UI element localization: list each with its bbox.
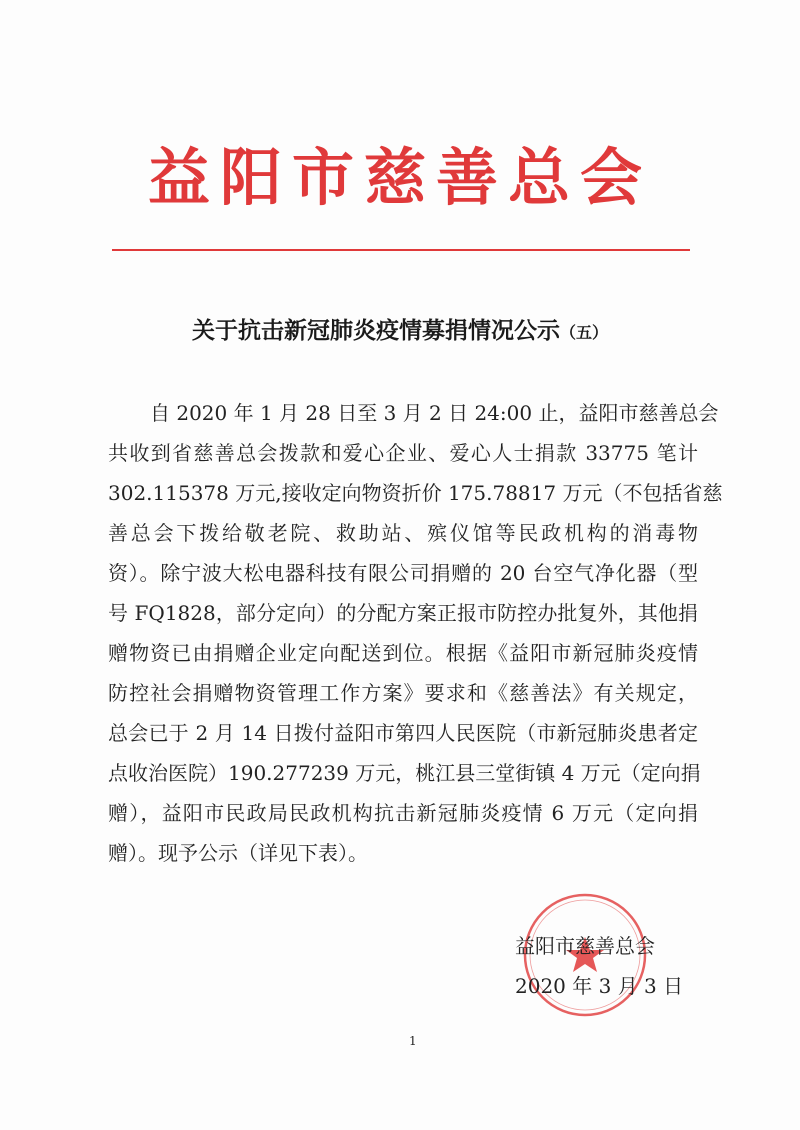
title-main: 关于抗击新冠肺炎疫情募捐情况公示 <box>191 317 560 344</box>
body-line: 善总会下拨给敬老院、救助站、殡仪馆等民政机构的消毒物 <box>108 521 698 545</box>
body-line: 赠）。现予公示（详见下表）。 <box>108 841 368 865</box>
letterhead-divider <box>112 249 690 251</box>
signature-organization: 益阳市慈善总会 <box>515 934 655 958</box>
title-number: （五） <box>559 323 608 342</box>
body-line: 防控社会捐赠物资管理工作方案》要求和《慈善法》有关规定， <box>108 681 698 705</box>
body-line: 号 FQ1828，部分定向）的分配方案正报市防控办批复外，其他捐 <box>108 601 698 625</box>
body-line: 共收到省慈善总会拨款和爱心企业、爱心人士捐款 33775 笔计 <box>108 441 698 465</box>
page-number: 1 <box>409 1034 417 1048</box>
body-line: 资）。除宁波大松电器科技有限公司捐赠的 20 台空气净化器（型 <box>108 561 698 585</box>
document-title <box>0 312 800 345</box>
body-paragraph <box>108 393 723 873</box>
signature-date: 2020 年 3 月 3 日 <box>515 974 684 998</box>
body-line: 302.115378 万元,接收定向物资折价 175.78817 万元（不包括省慈 <box>108 481 723 505</box>
body-line: 赠物资已由捐赠企业定向配送到位。根据《益阳市新冠肺炎疫情 <box>108 641 698 665</box>
body-line: 点收治医院）190.277239 万元，桃江县三堂街镇 4 万元（定向捐 <box>108 761 701 785</box>
body-line: 总会已于 2 月 14 日拨付益阳市第四人民医院（市新冠肺炎患者定 <box>108 721 698 745</box>
letterhead-title: 益阳市慈善总会 <box>147 141 652 214</box>
body-line: 赠），益阳市民政局民政机构抗击新冠肺炎疫情 6 万元（定向捐 <box>108 801 698 825</box>
body-line: 自 2020 年 1 月 28 日至 3 月 2 日 24:00 止，益阳市慈善总会 <box>150 401 719 425</box>
